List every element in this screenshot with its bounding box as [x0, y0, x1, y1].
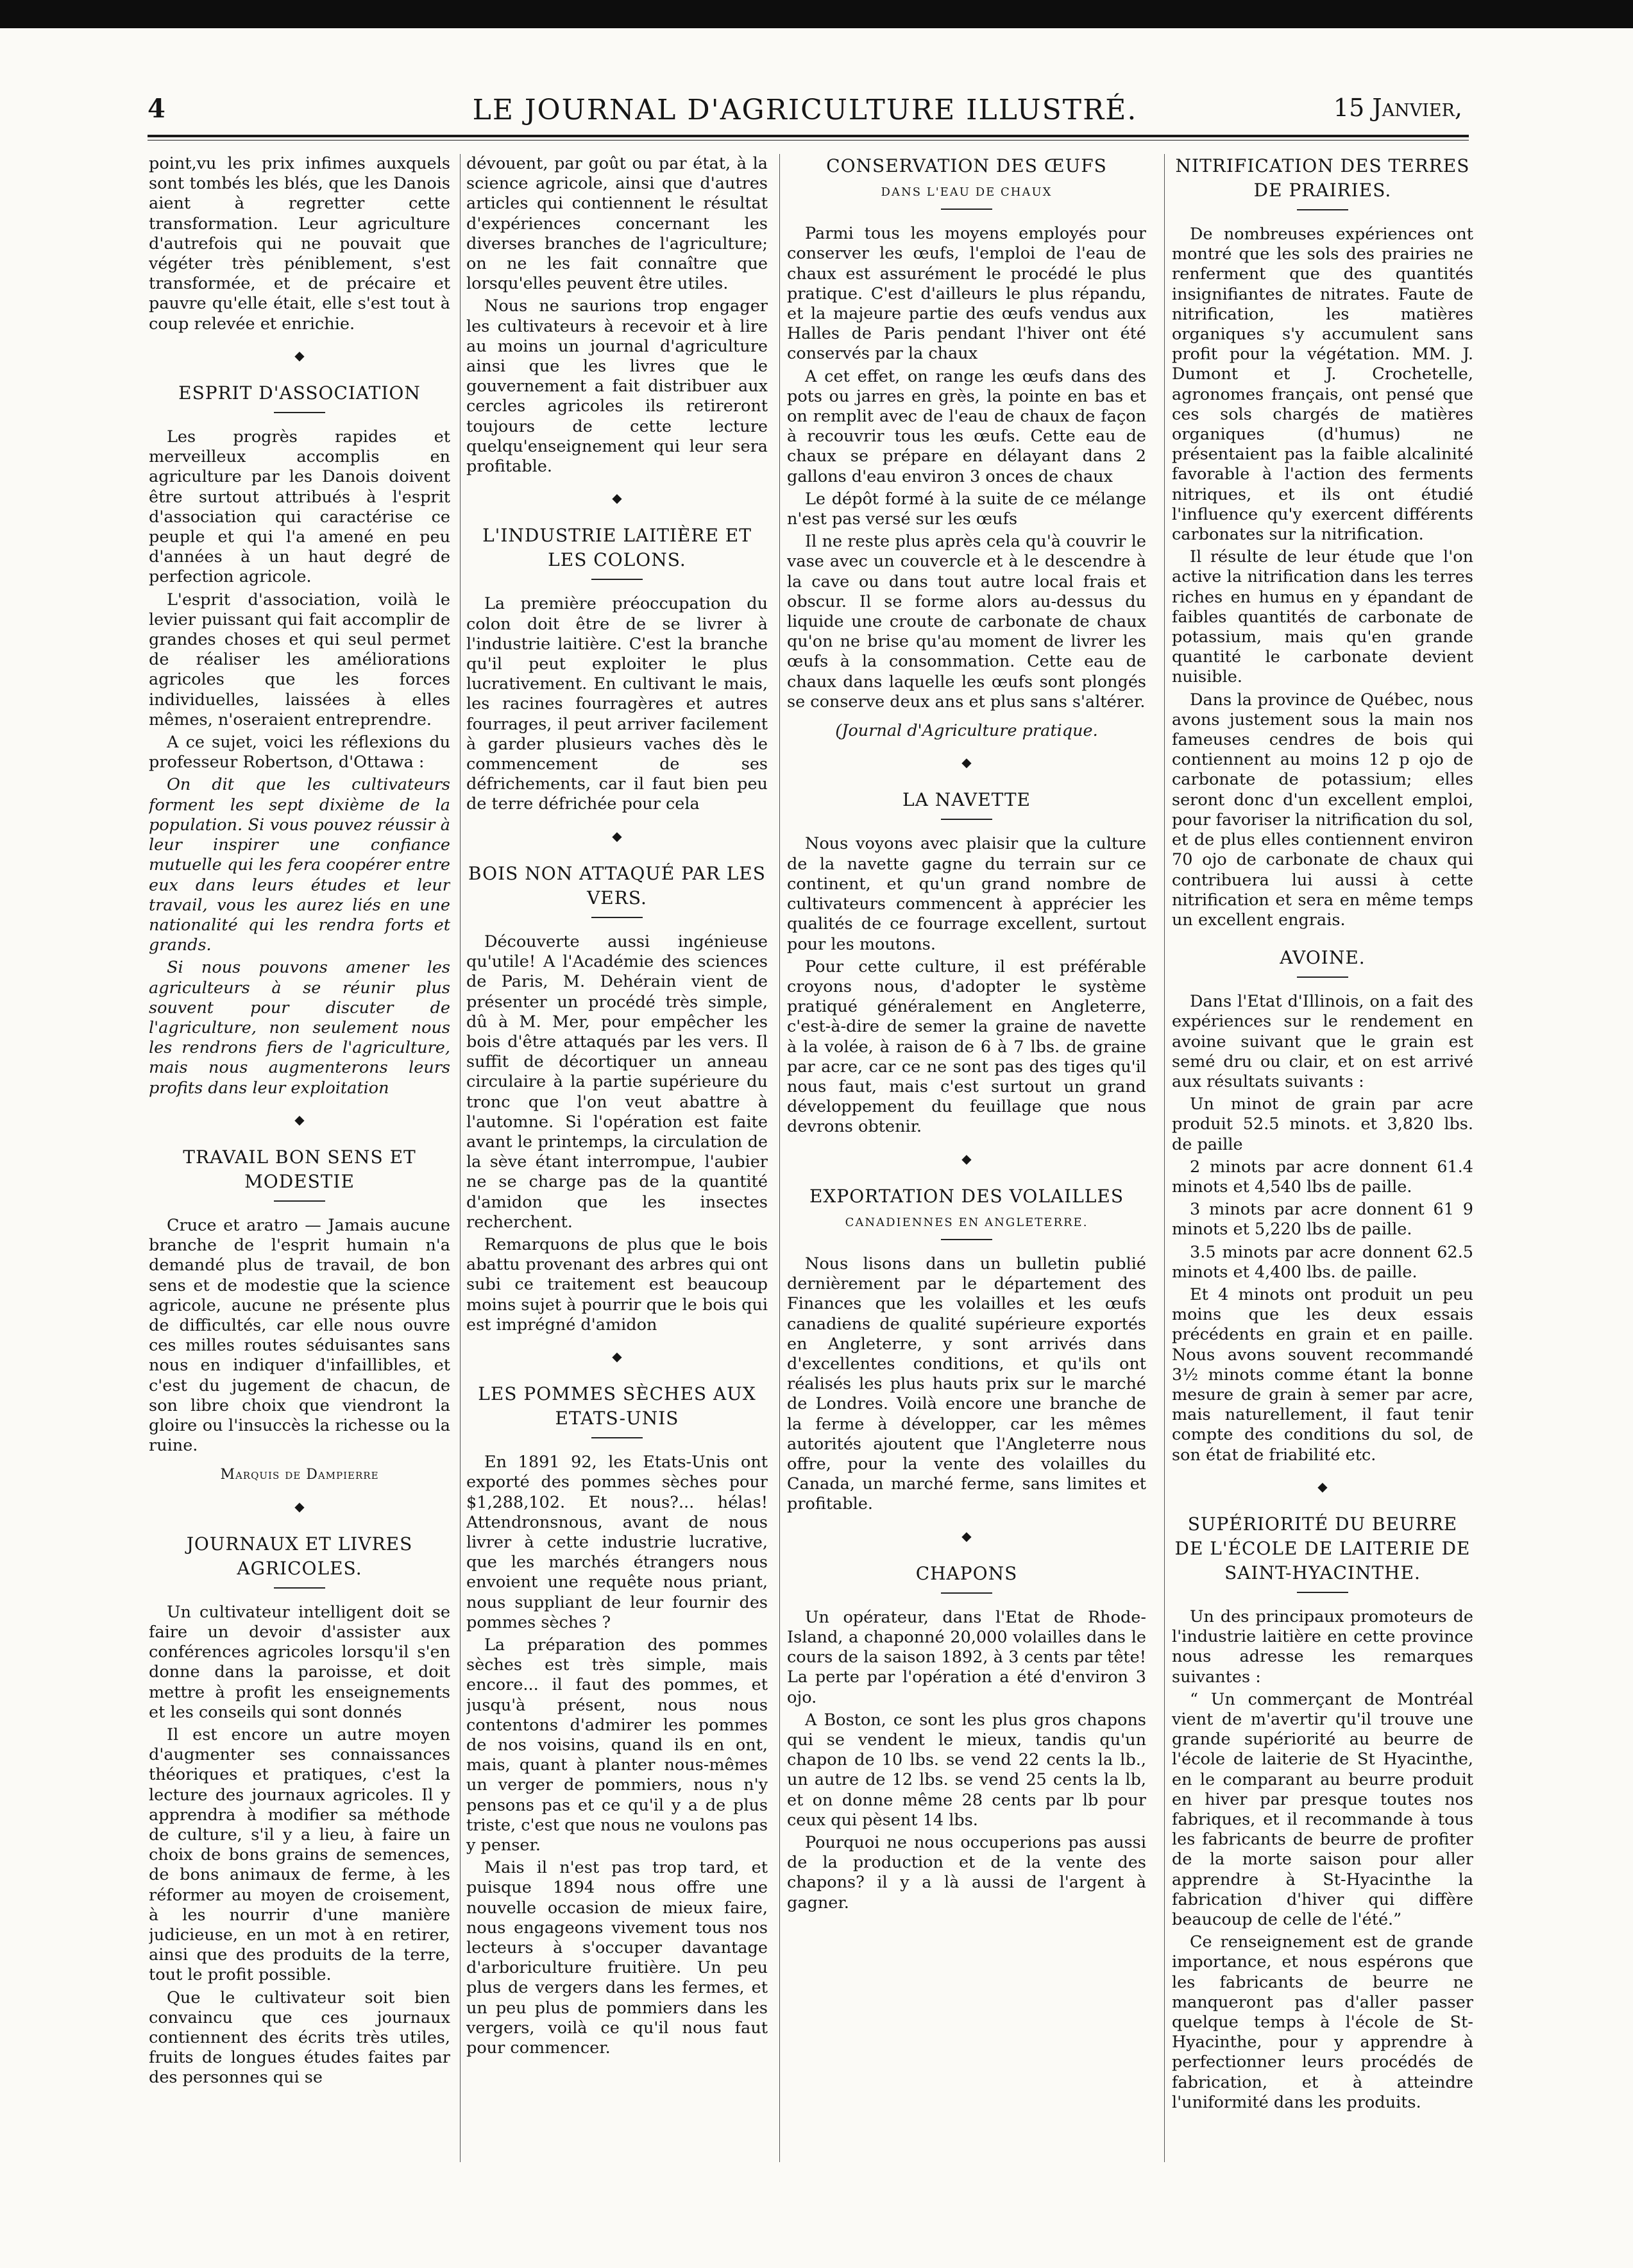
- journal-title: LE JOURNAL D'AGRICULTURE ILLUSTRÉ.: [472, 94, 1138, 126]
- paragraph: Un des principaux promoteurs de l'industrie laitière en cette province nous adresse les remarques suivantes :: [1172, 1607, 1473, 1687]
- paragraph: Dans la province de Québec, nous avons justement sous la main nos fameuses cendres de bois qui contiennent au moins 12 p ojo de carbonate de potassium; elles seront donc d'un excellent emploi, pour favoriser la nitrification du sol, et de plus elles contiennent environ 70 ojo de carbonate de chaux qui contribuera lui aussi à cette nitrification et sera en même temps un excellent engrais.: [1172, 690, 1473, 930]
- paragraph: Pour cette culture, il est préférable croyons nous, d'adopter le système pratiqué généralement en Angleterre, c'est-à-dire de semer la graine de navette à la volée, à raison de 6 à 7 lbs. de graine par acre, car ce ne sont pas des tiges qu'il nous faut, mais c'est surtout un grand développement du feuillage que nous devrons obtenir.: [787, 957, 1146, 1137]
- column-divider: [460, 154, 461, 2162]
- paragraph: Que le cultivateur soit bien convaincu que ces journaux contiennent des écrits très utiles, fruits de longues études faites par des personnes qui se: [149, 1988, 450, 2088]
- title-dash: [274, 1587, 325, 1589]
- paragraph: On dit que les cultivateurs forment les sept dixième de la population. Si vous pouvez réussir à leur inspirer une confiance mutuelle qui les fera coopérer entre eux dans leurs études et leur travail, vous les aurez liés en une nationalité qui les rendra forts et grands.: [149, 775, 450, 955]
- column-divider: [779, 154, 780, 2162]
- article-title: SUPÉRIORITÉ DU BEURRE DE L'ÉCOLE DE LAITERIE DE SAINT-HYACINTHE.: [1174, 1513, 1471, 1583]
- title-dash: [941, 1239, 992, 1240]
- section-ornament: ◆: [294, 347, 305, 363]
- paragraph: Un cultivateur intelligent doit se faire un devoir d'assister aux conférences agricoles lorsqu'il s'en donne dans la paroisse, et doit mettre à profit les enseignements et les conseils qui sont donnés: [149, 1602, 450, 1722]
- paragraph: Cruce et aratro — Jamais aucune branche de l'esprit humain n'a demandé plus de travail, de bon sens et de modestie que la science agricole, aucune ne présente plus de difficultés, car elle nous ouvre ces milles routes séduisantes sans nous en indiquer d'infaillibles, et c'est du jugement de chacun, de son libre choix que viendront la gloire ou l'insuccès la richesse ou la ruine.: [149, 1215, 450, 1456]
- article-title: EXPORTATION DES VOLAILLES: [809, 1185, 1124, 1207]
- title-dash: [274, 1200, 325, 1202]
- section-ornament: ◆: [961, 1528, 972, 1544]
- section-ornament: ◆: [294, 1498, 305, 1514]
- article-title: CHAPONS: [915, 1562, 1018, 1584]
- section-ornament: ◆: [612, 828, 622, 844]
- article-title: ESPRIT D'ASSOCIATION: [178, 382, 421, 404]
- column-3: [787, 154, 1146, 2188]
- paragraph: La préparation des pommes sèches est très simple, mais encore... il faut des pommes, et jusqu'à présent, nous nous contentons d'admirer les pommes de nos voisins, quand ils en ont, mais, quant à planter nous-mêmes un verger de pommiers, nous n'y pensons pas et ce qu'il y a de plus triste, c'est que nous ne voulons pas y penser.: [466, 1635, 768, 1855]
- section-ornament: ◆: [1317, 1478, 1328, 1494]
- paragraph: Et 4 minots ont produit un peu moins que les deux essais précédents en grain et en paille. Nous avons souvent recommandé 3½ minots comme étant la bonne mesure de grain à semer par acre, mais naturellement, il faut tenir compte des conditions du sol, de son état de friabilité etc.: [1172, 1284, 1473, 1465]
- column-divider: [1164, 154, 1165, 2162]
- paragraph: A cet effet, on range les œufs dans des pots ou jarres en grès, la pointe en bas et on remplit avec de l'eau de chaux de façon à recouvrir tous les œufs. Cette eau de chaux se prépare en délayant dans 2 gallons d'eau environ 3 onces de chaux: [787, 366, 1146, 486]
- title-dash: [1297, 209, 1348, 210]
- article-title: L'INDUSTRIE LAITIÈRE ET LES COLONS.: [482, 525, 752, 571]
- article-title: TRAVAIL BON SENS ET MODESTIE: [183, 1146, 416, 1192]
- author-signature: Marquis de Dampierre: [220, 1467, 379, 1483]
- paragraph: 3.5 minots par acre donnent 62.5 minots et 4,400 lbs. de paille.: [1172, 1242, 1473, 1282]
- article-title: LES POMMES SÈCHES AUX ETATS-UNIS: [478, 1383, 756, 1429]
- paragraph: 3 minots par acre donnent 61 9 minots et 5,220 lbs de paille.: [1172, 1200, 1473, 1240]
- page-header: [148, 94, 1462, 132]
- title-dash: [274, 412, 325, 413]
- section-ornament: ◆: [294, 1111, 305, 1127]
- page-number: 4: [148, 94, 165, 124]
- paragraph: “ Un commerçant de Montréal vient de m'avertir qu'il trouve une grande supériorité au beurre de l'école de laiterie de St Hyacinthe, en le comparant au beurre produit en hiver par presque toutes nos fabriques, et il recommande à tous les fabricants de beurre de profiter de la morte saison pour aller apprendre à St-Hyacinthe la fabrication d'hiver qui diffère beaucoup de celle de l'été.”: [1172, 1689, 1473, 1930]
- paragraph: Découverte aussi ingénieuse qu'utile! A l'Académie des sciences de Paris, M. Dehérain vient de présenter un procédé très simple, dû à M. Mer, pour empêcher les bois d'être attaqués par les vers. Il suffit de décortiquer un anneau circulaire à la partie supérieure du tronc que l'on veut abattre à l'automne. Si l'opération est faite avant le printemps, la circulation de la sève étant interrompue, l'aubier ne se charge pas de la quantité d'amidon que les insectes recherchent.: [466, 932, 768, 1232]
- title-dash: [1297, 1592, 1348, 1593]
- paragraph: L'esprit d'association, voilà le levier puissant qui fait accomplir de grandes choses et qui seul permet de réaliser les améliorations agricoles que les forces individuelles, laissées à elles mêmes, n'oseraient entreprendre.: [149, 590, 450, 729]
- paragraph: Nous lisons dans un bulletin publié dernièrement par le département des Finances que les volailles et les œufs canadiens de qualité supérieure exportés en Angleterre, y sont arrivés dans d'excellentes conditions, et qu'ils ont réalisés les plus hauts prix sur le marché de Londres. Voilà encore une branche de la ferme à développer, car les mêmes autorités ajoutent que l'Angleterre nous offre, pour la vente des volailles du Canada, un marché ferme, sans limites et profitable.: [787, 1254, 1146, 1514]
- title-dash: [591, 579, 643, 580]
- article-title: JOURNAUX ET LIVRES AGRICOLES.: [186, 1533, 413, 1579]
- paragraph: point,vu les prix infimes auxquels sont tombés les blés, que les Danois aient à regretter cette transformation. Leur agriculture d'autrefois qui ne pouvait que végéter très péniblement, s'est transformée, et de précaire et pauvre qu'elle était, elle s'est tout à coup relevée et enrichie.: [149, 154, 450, 334]
- column-1: [149, 154, 450, 2188]
- header-rule: [148, 135, 1469, 137]
- paragraph: En 1891 92, les Etats-Unis ont exporté des pommes sèches pour $1,288,102. Et nous?... hélas! Attendronsnous, avant de nous livrer à cette industrie lucrative, que les marchés étrangers nous envoient une requête nous priant, nous suppliant de leur fournir des pommes sèches ?: [466, 1453, 768, 1632]
- paragraph: Nous ne saurions trop engager les cultivateurs à recevoir et à lire au moins un journal d'agriculture ainsi que les livres que le gouvernement a fait distribuer aux cercles agricoles ils retireront toujours de cette lecture quelqu'enseignement qui leur sera profitable.: [466, 296, 768, 477]
- paragraph: Dans l'Etat d'Illinois, on a fait des expériences sur le rendement en avoine suivant que le grain est semé dru ou clair, et on est arrivé aux résultats suivants :: [1172, 992, 1473, 1091]
- title-dash: [591, 917, 643, 918]
- title-dash: [1297, 976, 1348, 978]
- article-title: BOIS NON ATTAQUÉ PAR LES VERS.: [468, 862, 766, 908]
- section-ornament: ◆: [612, 1348, 622, 1364]
- paragraph: Il résulte de leur étude que l'on active la nitrification dans les terres riches en humus en y épandant de faibles quantités de carbonate de potassium, mais qu'en grande quantité le carbonate devient nuisible.: [1172, 547, 1473, 687]
- paragraph: Remarquons de plus que le bois abattu provenant des arbres qui ont subi ce traitement est beaucoup moins sujet à pourrir que le bois qui est imprégné d'amidon: [466, 1234, 768, 1334]
- paragraph: A ce sujet, voici les réflexions du professeur Robertson, d'Ottawa :: [149, 733, 450, 772]
- paragraph: A Boston, ce sont les plus gros chapons qui se vendent le mieux, tandis qu'un chapon de 10 lbs. se vend 22 cents la lb., un autre de 12 lbs. se vend 25 cents la lb, et on donne même 28 cents par lb pour ceux qui pèsent 14 lbs.: [787, 1710, 1146, 1830]
- issue-date: 15 Janvier,: [1333, 94, 1462, 122]
- paragraph: 2 minots par acre donnent 61.4 minots et 4,540 lbs de paille.: [1172, 1157, 1473, 1197]
- top-black-band: [0, 0, 1633, 28]
- paragraph: Un minot de grain par acre produit 52.5 minots. et 3,820 lbs. de paille: [1172, 1095, 1473, 1154]
- paragraph: Pourquoi ne nous occuperions pas aussi de la production et de la vente des chapons? il y a là aussi de l'argent à gagner.: [787, 1833, 1146, 1913]
- article-subtitle: DANS L'EAU DE CHAUX: [881, 185, 1053, 199]
- paragraph: Parmi tous les moyens employés pour conserver les œufs, l'emploi de l'eau de chaux est assurément le procédé le plus pratique. C'est d'ailleurs le plus répandu, et la majeure partie des œufs vendus aux Halles de Paris pendant l'hiver ont été conservés par la chaux: [787, 224, 1146, 364]
- paragraph: dévouent, par goût ou par état, à la science agricole, ainsi que d'autres articles qui contiennent le résultat d'expériences concernant les diverses branches de l'agriculture; on ne les fait connaître que lorsqu'elles peuvent être utiles.: [466, 154, 768, 294]
- article-title: AVOINE.: [1280, 947, 1366, 969]
- paragraph: Mais il n'est pas trop tard, et puisque 1894 nous offre une nouvelle occasion de mieux faire, nous engageons vivement tous nos lecteurs à s'occuper davantage d'arboriculture fruitière. Un peu plus de vergers dans les fermes, et un peu plus de pommiers dans les vergers, voilà ce qu'il nous faut pour commencer.: [466, 1858, 768, 2058]
- article-title: NITRIFICATION DES TERRES DE PRAIRIES.: [1175, 155, 1470, 201]
- article-title: LA NAVETTE: [902, 789, 1031, 811]
- column-4: [1172, 154, 1473, 2188]
- paragraph: Le dépôt formé à la suite de ce mélange n'est pas versé sur les œufs: [787, 489, 1146, 529]
- paragraph: Si nous pouvons amener les agriculteurs à se réunir plus souvent pour discuter de l'agriculture, non seulement nous les rendrons fiers de l'agriculture, mais nous augmenterons leurs profits dans leur exploitation: [149, 958, 450, 1098]
- paragraph: Il est encore un autre moyen d'augmenter ses connaissances théoriques et pratiques, c'est la lecture des journaux agricoles. Il y apprendra à modifier sa méthode de culture, s'il y a lieu, à faire un choix de bons grains de semences, de bons animaux de ferme, à les réformer au moyen de croisement, à les nourrir d'une manière judicieuse, en un mot à en retirer, ainsi que des produits de la terre, tout le profit possible.: [149, 1725, 450, 1985]
- section-ornament: ◆: [612, 490, 622, 506]
- article-subtitle: CANADIENNES EN ANGLETERRE.: [845, 1215, 1088, 1229]
- paragraph: Ce renseignement est de grande importance, et nous espérons que les fabricants de beurre ne manqueront pas d'aller passer quelque temps à l'école de St-Hyacinthe, pour y apprendre à perfectionner leurs procédés de fabrication, et à atteindre l'uniformité dans les produits.: [1172, 1932, 1473, 2112]
- paragraph: Nous voyons avec plaisir que la culture de la navette gagne du terrain sur ce continent, et qu'un grand nombre de cultivateurs commencent à apprécier les qualités de ce fourrage excellent, surtout pour les moutons.: [787, 834, 1146, 954]
- paragraph: Il ne reste plus après cela qu'à couvrir le vase avec un couvercle et à le descendre à la cave ou dans tout autre local frais et obscur. Il se forme alors au-dessus du liquide une croute de carbonate de chaux qu'on ne brise qu'au moment de livrer les œufs à la consommation. Cette eau de chaux dans laquelle les œufs sont plongés se conserve deux ans et plus sans s'altérer.: [787, 532, 1146, 712]
- column-2: [466, 154, 768, 2188]
- paragraph: De nombreuses expériences ont montré que les sols des prairies ne renferment que des quantités insignifiantes de nitrates. Faute de nitrification, les matières organiques s'y accumulent sans profit pour la végétation. MM. J. Dumont et J. Crochetelle, agronomes français, ont pensé que ces sols chargés de matières organiques (d'humus) ne présentaient pas la faible alcalinité favorable à l'action des ferments nitriques, et ils ont étudié l'influence qu'y exercent différents carbonates sur la nitrification.: [1172, 225, 1473, 545]
- paragraph: La première préoccupation du colon doit être de se livrer à l'industrie laitière. C'est la branche qu'il peut exploiter le plus lucrativement. En cultivant le mais, les racines fourragères et autres fourrages, il peut arriver facilement à garder plusieurs vaches dès le commencement de ses défrichements, car il faut bien peu de terre défrichée pour cela: [466, 594, 768, 814]
- paragraph: Les progrès rapides et merveilleux accomplis en agriculture par les Danois doivent être surtout attribués à l'esprit d'association qui caractérise ce peuple et qui l'a amené en peu d'années à un haut degré de perfection agricole.: [149, 427, 450, 587]
- paragraph: Un opérateur, dans l'Etat de Rhode-Island, a chaponné 20,000 volailles dans le cours de la saison 1892, à 3 cents par tête! La perte par l'opération a été d'environ 3 ojo.: [787, 1607, 1146, 1707]
- source-credit: (Journal d'Agriculture pratique.: [835, 721, 1098, 741]
- header-rule-thin: [148, 140, 1469, 141]
- article-title: CONSERVATION DES ŒUFS: [826, 155, 1107, 176]
- section-ornament: ◆: [961, 755, 972, 771]
- title-dash: [941, 1592, 992, 1594]
- section-ornament: ◆: [961, 1150, 972, 1166]
- title-dash: [591, 1437, 643, 1438]
- title-dash: [941, 819, 992, 820]
- title-dash: [941, 209, 992, 210]
